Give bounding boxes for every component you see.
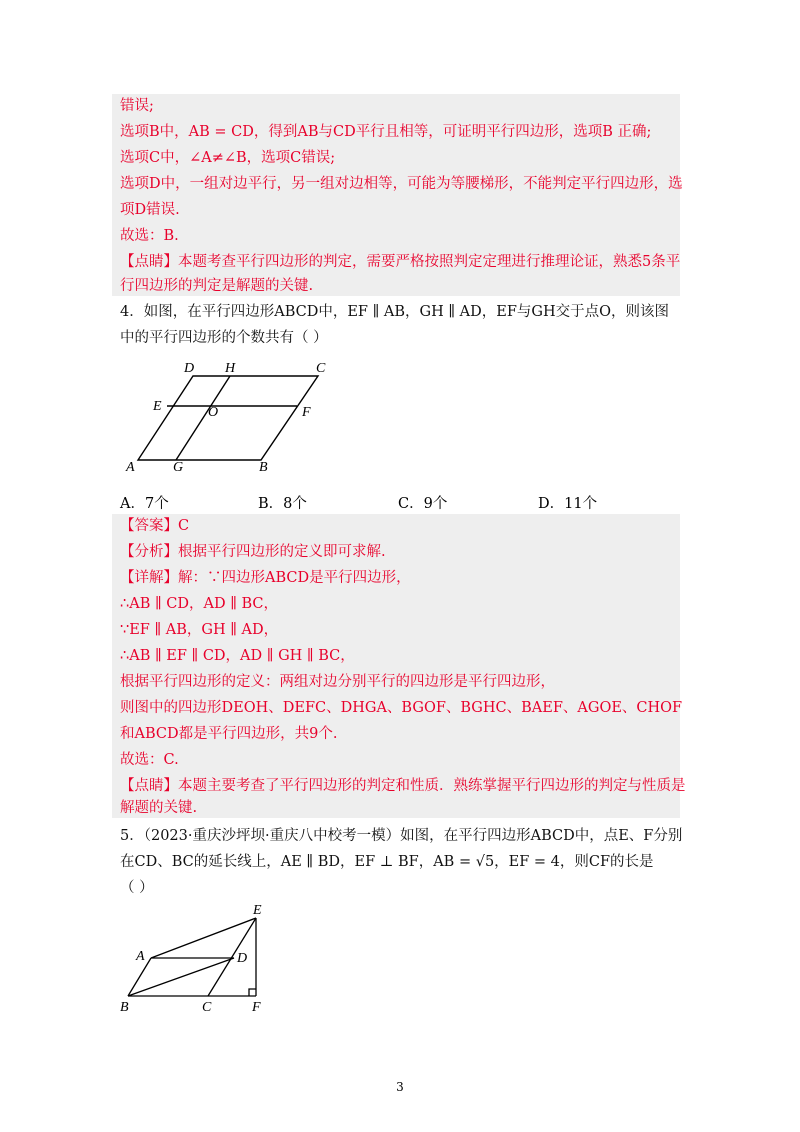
- question-5-text: 5．（2023·重庆沙坪坝·重庆八中校考一模）如图，在平行四边形ABCD中，点E、F分别: [120, 828, 683, 844]
- label-E: E: [153, 399, 162, 414]
- detail-line: ∴AB ∥ CD，AD ∥ BC，: [120, 596, 279, 612]
- page-number: 3: [396, 1080, 404, 1094]
- label-E: E: [253, 903, 262, 918]
- detail-line: 【详解】解：∵四边形ABCD是平行四边形，: [120, 570, 411, 586]
- label-B: B: [259, 460, 268, 472]
- solution-line: 项D错误.: [120, 202, 180, 218]
- question-5-text: 在CD、BC的延长线上，AE ∥ BD，EF ⊥ BF，AB = √5，EF = 4，则CF的长是: [120, 854, 654, 870]
- detail-line: ∴AB ∥ EF ∥ CD，AD ∥ GH ∥ BC，: [120, 648, 355, 664]
- label-C: C: [202, 1000, 212, 1014]
- detail-line: 和ABCD都是平行四边形，共9个.: [120, 726, 338, 742]
- label-C: C: [316, 361, 326, 376]
- segment-ce: [208, 918, 256, 996]
- solution-line: 故选：B.: [120, 228, 179, 244]
- label-A: A: [136, 949, 145, 964]
- solution-line: 选项B中，AB = CD，得到AB与CD平行且相等，可证明平行四边形，选项B 正确;: [120, 124, 652, 140]
- label-H: H: [225, 361, 236, 376]
- option-d[interactable]: D．11个: [538, 496, 598, 512]
- right-angle-mark: [249, 989, 256, 996]
- question-4-text: 4．如图，在平行四边形ABCD中，EF ∥ AB，GH ∥ AD，EF与GH交于点O，则该图: [120, 304, 670, 320]
- solution-line: 选项C中，∠A≠∠B，选项C错误;: [120, 150, 336, 166]
- question-4-text: 中的平行四边形的个数共有（ ）: [120, 330, 328, 346]
- label-D: D: [184, 361, 195, 376]
- question-4-figure: [122, 360, 342, 472]
- solution-line: 【点睛】本题考查平行四边形的判定，需要严格按照判定定理进行推理论证，熟悉5条平: [120, 254, 681, 270]
- question-5-text: （ ）: [120, 880, 154, 896]
- label-O: O: [208, 405, 219, 420]
- solution-line: 错误;: [120, 98, 154, 114]
- detail-line: 则图中的四边形DEOH、DEFC、DHGA、BGOF、BGHC、BAEF、AGOE、CHOF: [120, 700, 683, 716]
- detail-line: 根据平行四边形的定义：两组对边分别平行的四边形是平行四边形，: [120, 674, 555, 690]
- label-G: G: [173, 460, 184, 472]
- detail-line: ∵EF ∥ AB，GH ∥ AD，: [120, 622, 279, 638]
- comment-line: 解题的关键.: [120, 800, 198, 816]
- detail-line: 故选：C.: [120, 752, 179, 768]
- option-c[interactable]: C．9个: [398, 496, 448, 512]
- label-A: A: [126, 460, 135, 472]
- label-D: D: [237, 951, 248, 966]
- question-5-figure: [118, 902, 278, 1014]
- comment-line: 【点睛】本题主要考查了平行四边形的判定和性质．熟练掌握平行四边形的判定与性质是: [120, 778, 686, 794]
- analysis-line: 【分析】根据平行四边形的定义即可求解.: [120, 544, 386, 560]
- label-F: F: [252, 1000, 261, 1014]
- option-b[interactable]: B．8个: [258, 496, 307, 512]
- solution-line: 选项D中，一组对边平行，另一组对边相等，可能为等腰梯形，不能判定平行四边形，选: [120, 176, 683, 192]
- answer-line: 【答案】C: [120, 518, 190, 534]
- label-B: B: [120, 1000, 129, 1014]
- parallelogram-abcd: [138, 376, 318, 460]
- option-a[interactable]: A．7个: [120, 496, 169, 512]
- solution-line: 行四边形的判定是解题的关键.: [120, 278, 314, 294]
- label-F: F: [302, 405, 311, 420]
